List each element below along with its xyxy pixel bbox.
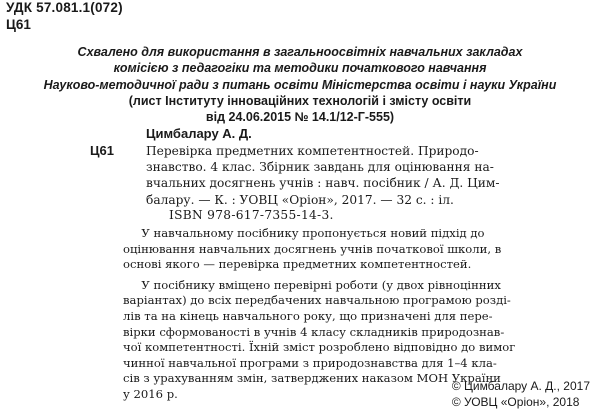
approval-statement — [0, 44, 600, 93]
abstract-line: сів з урахуванням змін, затверджених наказом МОН України — [123, 371, 501, 386]
abstract-line: чинної навчальної програми з природознавства для 1–4 кла- — [123, 355, 497, 370]
copyright-notice — [452, 378, 590, 410]
approval-line: Науково-методичної ради з питань освіти Міністерства освіти і науки України — [43, 77, 557, 92]
abstract-paragraph — [123, 226, 593, 273]
description-line: Перевірка предметних компетентностей. Природо- — [146, 144, 479, 158]
approval-reference-line: (лист Інституту інноваційних технологій і змісту освіти — [128, 94, 472, 108]
abstract — [123, 226, 593, 403]
abstract-line: чої компетентності. Їхній зміст розроблено відповідно до вимог — [123, 340, 516, 355]
approval-line: Схвалено для використання в загальноосвітніх навчальних закладах — [77, 45, 523, 59]
approval-line: комісією з педагогіки та методики початкового навчання — [113, 61, 487, 76]
udk-code: УДК 57.081.1(072) — [6, 0, 123, 15]
copyright-line: © УОВЦ «Оріон», 2018 — [451, 395, 580, 409]
description-line: знавство. 4 клас. Збірник завдань для оцінювання на- — [146, 160, 494, 175]
description-line: балару. — К. : УОВЦ «Оріон», 2017. — 32 с. : іл. — [146, 192, 454, 207]
bibliographic-description — [146, 143, 586, 208]
approval-reference-line: від 24.06.2015 № 14.1/12-Г-555) — [205, 110, 395, 125]
catalog-code: Ц61 — [90, 143, 114, 158]
abstract-line: основі якого — перевірка предметних компетентностей. — [123, 257, 472, 272]
abstract-line: у 2016 р. — [123, 386, 178, 401]
abstract-line: У навчальному посібнику пропонується новий підхід до — [123, 226, 485, 240]
abstract-line: У посібнику вміщено перевірні роботи (у двох рівноцінних — [123, 277, 501, 292]
approval-reference — [0, 93, 600, 126]
abstract-line: лів та на кінець навчального року, що призначені для пере- — [123, 308, 493, 323]
bbk-code: Ц61 — [6, 17, 31, 32]
abstract-line: вірки сформованості в учнів 4 класу складників природознав- — [123, 324, 505, 339]
abstract-line: оцінювання навчальних досягнень учнів початкової школи, в — [123, 241, 502, 256]
abstract-line: варіантах) до всіх передбачених навчальною програмою розді- — [123, 293, 511, 308]
isbn: ISBN 978-617-7355-14-3. — [169, 208, 334, 222]
author-heading: Цимбалару А. Д. — [146, 126, 252, 141]
copyright-line: © Цимбалару А. Д., 2017 — [451, 379, 590, 393]
description-line: вчальних досягнень учнів : навч. посібник / А. Д. Цим- — [146, 176, 500, 191]
